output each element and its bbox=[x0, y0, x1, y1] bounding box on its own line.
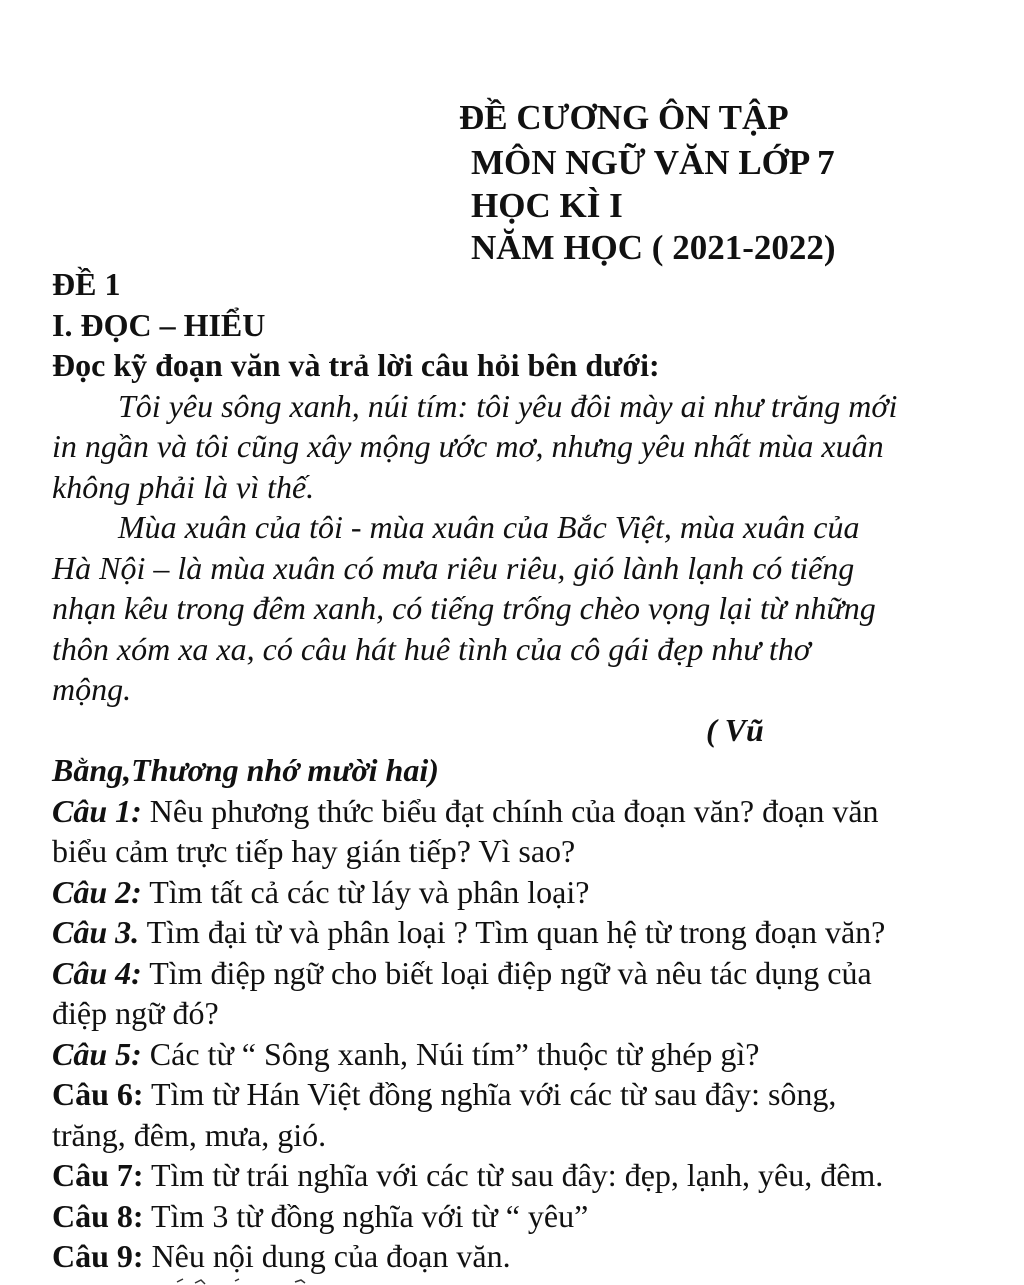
title-line-2: MÔN NGỮ VĂN LỚP 7 bbox=[471, 143, 835, 182]
question-label: Câu 5: bbox=[52, 1035, 142, 1072]
question-9 bbox=[52, 1236, 987, 1277]
question-7 bbox=[52, 1155, 987, 1196]
title-line-1: ĐỀ CƯƠNG ÔN TẬP bbox=[459, 98, 789, 137]
passage-credit-source: Bằng,Thương nhớ mười hai) bbox=[52, 752, 439, 788]
cut-off-text-fragment bbox=[175, 1276, 325, 1285]
question-label: Câu 8: bbox=[52, 1197, 144, 1234]
exam-label: ĐỀ 1 bbox=[52, 266, 121, 302]
question-label: Câu 9: bbox=[52, 1238, 144, 1274]
passage-line: không phải là vì thế. bbox=[52, 468, 315, 505]
passage bbox=[52, 386, 987, 791]
passage-credit-author: ( Vũ bbox=[706, 711, 764, 748]
passage-line: in ngần và tôi cũng xây mộng ước mơ, nhưng yêu nhất mùa xuân bbox=[52, 428, 884, 464]
question-text: Tìm tất cả các từ láy và phân loại? bbox=[149, 873, 590, 910]
question-2 bbox=[52, 872, 987, 913]
passage-line: Hà Nội – là mùa xuân có mưa riêu riêu, gió lành lạnh có tiếng bbox=[52, 549, 855, 586]
instruction: Đọc kỹ đoạn văn và trả lời câu hỏi bên dưới: bbox=[52, 347, 660, 383]
passage-line: thôn xóm xa xa, có câu hát huê tình của cô gái đẹp như thơ bbox=[52, 630, 811, 667]
question-text: biểu cảm trực tiếp hay gián tiếp? Vì sao? bbox=[52, 833, 576, 869]
passage-line: mộng. bbox=[52, 671, 132, 707]
question-text: Tìm đại từ và phân loại ? Tìm quan hệ từ trong đoạn văn? bbox=[146, 914, 886, 950]
title-line-3: HỌC KÌ I bbox=[471, 186, 623, 225]
question-text: Nêu nội dung của đoạn văn. bbox=[151, 1238, 511, 1274]
passage-line: Mùa xuân của tôi - mùa xuân của Bắc Việt, mùa xuân của bbox=[118, 509, 860, 545]
question-text: trăng, đêm, mưa, gió. bbox=[52, 1116, 327, 1153]
question-text: Nêu phương thức biểu đạt chính của đoạn văn? đoạn văn bbox=[149, 792, 879, 829]
question-text: Tìm từ trái nghĩa với các từ sau đây: đẹp, lạnh, yêu, đêm. bbox=[150, 1157, 884, 1193]
question-label: Câu 2: bbox=[52, 873, 142, 910]
question-3 bbox=[52, 912, 987, 953]
question-text: điệp ngữ đó? bbox=[52, 995, 219, 1031]
passage-line: Tôi yêu sông xanh, núi tím: tôi yêu đôi mày ai như trăng mới bbox=[118, 387, 898, 424]
question-text: Tìm từ Hán Việt đồng nghĩa với các từ sau đây: sông, bbox=[150, 1076, 837, 1112]
title-line-4: NĂM HỌC ( 2021-2022) bbox=[471, 228, 836, 267]
question-text: Tìm 3 từ đồng nghĩa với từ “ yêu” bbox=[150, 1197, 589, 1234]
document-body bbox=[52, 264, 987, 1277]
question-label: Câu 1: bbox=[52, 792, 142, 829]
section-heading: I. ĐỌC – HIỂU bbox=[52, 306, 266, 343]
question-1 bbox=[52, 791, 987, 872]
question-text: Tìm điệp ngữ cho biết loại điệp ngữ và nêu tác dụng của bbox=[149, 954, 872, 991]
question-label: Câu 6: bbox=[52, 1076, 144, 1112]
passage-line: nhạn kêu trong đêm xanh, có tiếng trống chèo vọng lại từ những bbox=[52, 590, 876, 626]
question-8 bbox=[52, 1196, 987, 1237]
question-5 bbox=[52, 1034, 987, 1075]
question-label: Câu 3. bbox=[52, 914, 140, 950]
cut-off-next-line bbox=[175, 1274, 325, 1285]
question-label: Câu 4: bbox=[52, 954, 142, 991]
question-text: Các từ “ Sông xanh, Núi tím” thuộc từ ghép gì? bbox=[149, 1035, 760, 1072]
question-label: Câu 7: bbox=[52, 1157, 144, 1193]
question-6 bbox=[52, 1074, 987, 1155]
question-4 bbox=[52, 953, 987, 1034]
question-list bbox=[52, 791, 987, 1277]
